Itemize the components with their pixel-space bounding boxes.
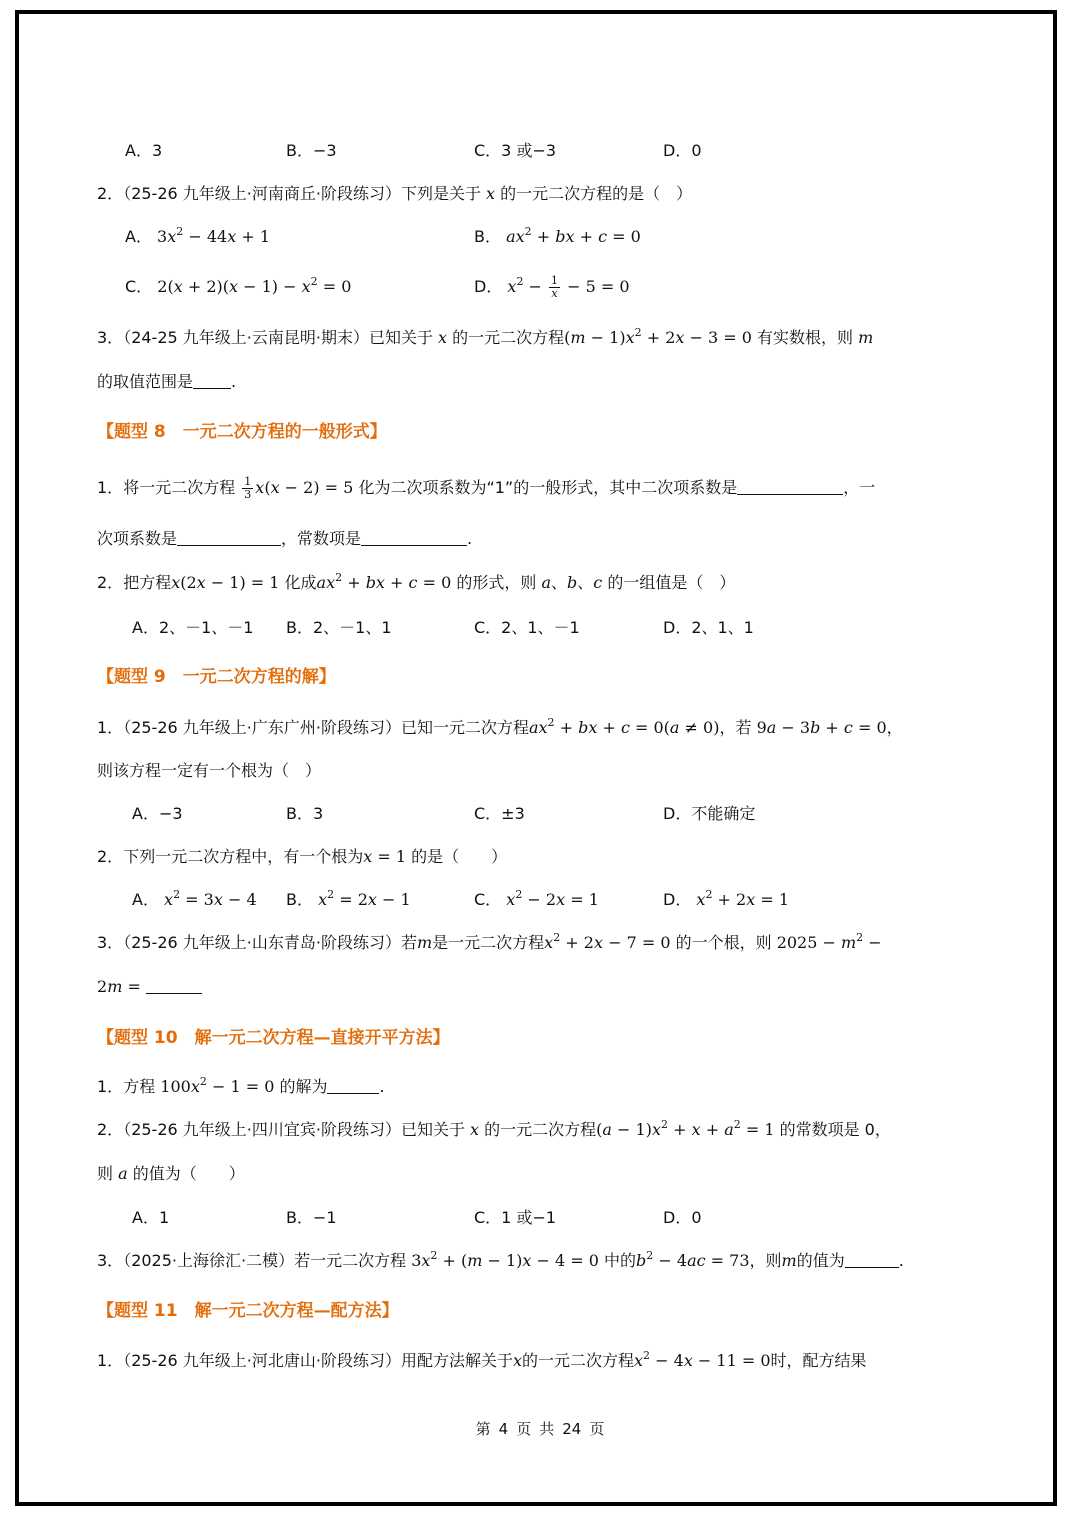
question-number: 2． [97,1120,124,1139]
answer-blank[interactable] [361,529,467,546]
page-footer [0,1418,1080,1439]
q7-2-option-c: C． $2(x + 2)(x - 1) - x^2 = 0$ [125,275,352,296]
q7-2-option-d: D． $x^2$ − $\frac{1}{x}$ − 5 = 0 [474,274,630,300]
option-label: C． [125,277,153,296]
question-number: 3． [97,1251,124,1270]
text: 的值为 [796,1251,845,1270]
text: ，常数项是 [281,529,362,548]
text: 的一元二次方程 [479,1120,597,1139]
text: 方程 [123,1077,161,1096]
q9-1-option-c: C．±3 [474,804,525,823]
section-heading-8: 【题型 8 一元二次方程的一般形式】 [97,422,387,442]
current-page-number: 4 [498,1420,509,1438]
footer-text: 第 [475,1420,491,1438]
question-8-1: 1．将一元二次方程 $\frac{1}{3}$ x(x − 2) = 5 化为二次项系数为“1”的一般形式，其中二次项系数是 ，一 [97,475,876,501]
text: . [467,529,473,548]
q7-2-option-a: A． $3x^2 - 44x + 1$ [125,225,270,246]
q10-2-option-a: A．1 [132,1208,170,1227]
text: 的是（ ） [406,847,508,866]
text: 、 [551,573,568,592]
q10-2-option-b: B．−1 [286,1208,337,1227]
text: 则 [97,1164,119,1183]
q9-1-option-b: B．3 [286,804,324,823]
text: . [379,1077,385,1096]
text: 时，配方结果 [770,1351,867,1370]
q8-2-option-c: C．2、1、－1 [474,618,580,637]
question-number: 1． [97,1077,124,1096]
question-number: 2． [97,184,124,203]
text: 将一元二次方程 [123,478,241,497]
text: 若一元二次方程 [294,1251,412,1270]
prev-option-b: B．−3 [286,141,337,160]
text: 的一元二次方程 [447,328,565,347]
text: ，则 [749,1251,782,1270]
text: 下列是关于 [400,184,487,203]
question-number: 3． [97,933,124,952]
question-7-2: 2．（25-26 九年级上·河南商丘·阶段练习）下列是关于 x 的一元二次方程的是（ ） [97,184,693,203]
q9-1-option-d: D．不能确定 [663,804,756,823]
question-10-2: 2．（25-26 九年级上·四川宜宾·阶段练习）已知关于 x 的一元二次方程$(a - 1)x^2 + x + a^2 = 1$ 的常数项是 0， [97,1118,891,1139]
option-label: D． [474,277,503,296]
option-label: C． [474,890,502,909]
text: . [898,1251,904,1270]
question-9-2: 2．下列一元二次方程中，有一个根为x = 1 的是（ ） [97,847,508,866]
text: 已知关于 [368,328,439,347]
text: 次项系数是 [97,529,178,548]
question-number: 2． [97,847,124,866]
question-number: 1． [97,718,124,737]
q8-2-option-d: D．2、1、1 [663,618,754,637]
question-source: （2025·上海徐汇·二模） [123,1251,295,1270]
q7-2-option-b: B． $ax^2$ + bx + c = 0 [474,225,641,246]
question-number: 3． [97,328,124,347]
text: . [231,372,237,391]
answer-blank[interactable] [327,1077,379,1094]
question-8-2: 2．把方程x(2x − 1) = 1 化成$ax^2$ + bx + c = 0 的形式，则 a、b、c 的一组值是（ ） [97,571,736,592]
footer-text: 共 [539,1420,555,1438]
text: 化成 [279,573,317,592]
q9-1-option-a: A．−3 [132,804,183,823]
question-10-2-line2: 则 a 的值为（ ） [97,1164,245,1183]
question-10-3: 3．（2025·上海徐汇·二模）若一元二次方程 $3x^2 + (m - 1)x - 4 = 0$ 中的$b^2 - 4ac = 73$，则m的值为 . [97,1249,904,1270]
option-label: A． [132,890,159,909]
total-page-count: 24 [562,1420,582,1438]
question-number: 1． [97,1351,124,1370]
section-heading-9: 【题型 9 一元二次方程的解】 [97,667,336,687]
text: 的常数项是 0， [774,1120,891,1139]
question-source: （24-25 九年级上·云南昆明·期末） [123,328,369,347]
footer-text: 页 [516,1420,532,1438]
text: 已知一元二次方程 [400,718,529,737]
section-heading-10: 【题型 10 解一元二次方程—直接开平方法】 [97,1028,450,1048]
section-heading-11: 【题型 11 解一元二次方程—配方法】 [97,1301,399,1321]
question-source: （25-26 九年级上·山东青岛·阶段练习） [123,933,401,952]
question-source: （25-26 九年级上·广东广州·阶段练习） [123,718,401,737]
text: 的一组值是（ ） [602,573,736,592]
text: ，一 [843,478,876,497]
question-7-3-line2 [97,370,236,394]
option-label: A． [125,227,152,246]
text: 的值为（ ） [127,1164,245,1183]
text: 用配方法解关于 [400,1351,513,1370]
question-9-3: 3．（25-26 九年级上·山东青岛·阶段练习）若m是一元二次方程$x^2 + 2x - 7 = 0$ 的一个根，则 $2025 - m^2$ − [97,931,882,952]
question-8-1-line2 [97,527,472,551]
option-label: B． [474,227,501,246]
option-label: D． [663,890,692,909]
text: 有实数根，则 [751,328,859,347]
question-7-3: 3．（24-25 九年级上·云南昆明·期末）已知关于 x 的一元二次方程$(m - 1)x^2 + 2x - 3 = 0$ 有实数根，则 m [97,326,874,347]
text: 已知关于 [400,1120,471,1139]
question-source: （25-26 九年级上·河北唐山·阶段练习） [123,1351,401,1370]
text: 的解为 [274,1077,328,1096]
text: 的一元二次方程的是（ ） [495,184,693,203]
text: ，若 [719,718,757,737]
q8-2-option-a: A．2、－1、－1 [132,618,254,637]
option-label: B． [286,890,313,909]
footer-text: 页 [589,1420,605,1438]
prev-option-d: D．0 [663,141,702,160]
text: 的取值范围是 [97,372,194,391]
text: 的一个根，则 [670,933,777,952]
question-9-1: 1．（25-26 九年级上·广东广州·阶段练习）已知一元二次方程$ax^2$ + bx + c = 0(a ≠ 0)，若 9a − 3b + c = 0， [97,716,903,737]
answer-blank[interactable] [146,977,202,994]
answer-blank[interactable] [737,478,843,495]
text: 中的 [598,1251,637,1270]
q9-2-option-d: D． $x^2 + 2x = 1$ [663,888,790,909]
question-source: （25-26 九年级上·四川宜宾·阶段练习） [123,1120,401,1139]
text: 下列一元二次方程中，有一个根为 [123,847,364,866]
answer-blank[interactable] [845,1251,899,1268]
question-number: 2． [97,573,124,592]
q9-2-option-b: B． $x^2 = 2x - 1$ [286,888,411,909]
text: 若 [400,933,417,952]
text: 化为二次项系数为“1”的一般形式，其中二次项系数是 [353,478,738,497]
question-number: 1． [97,478,124,497]
prev-option-a: A．3 [125,141,163,160]
text: 把方程 [123,573,172,592]
text: ， [886,718,903,737]
q8-2-option-b: B．2、－1、1 [286,618,392,637]
q10-2-option-c: C．1 或−1 [474,1208,557,1227]
answer-blank[interactable] [177,529,281,546]
q9-2-option-c: C． $x^2 - 2x = 1$ [474,888,599,909]
question-9-3-line2: 2m = [97,975,202,999]
question-9-1-line2: 则该方程一定有一个根为（ ） [97,761,322,780]
text: 、 [577,573,594,592]
question-source: （25-26 九年级上·河南商丘·阶段练习） [123,184,401,203]
text: 是一元二次方程 [432,933,545,952]
text: 的形式，则 [451,573,542,592]
prev-option-c: C．3 或−3 [474,141,557,160]
q10-2-option-d: D．0 [663,1208,702,1227]
q9-2-option-a: A． $x^2 = 3x - 4$ [132,888,257,909]
question-11-1: 1．（25-26 九年级上·河北唐山·阶段练习）用配方法解关于x的一元二次方程$x^2 - 4x - 11 = 0$时，配方结果 [97,1349,867,1370]
answer-blank[interactable] [193,372,231,389]
text: 的一元二次方程 [522,1351,635,1370]
question-10-1: 1．方程 $100x^2 - 1 = 0$ 的解为 . [97,1075,385,1096]
